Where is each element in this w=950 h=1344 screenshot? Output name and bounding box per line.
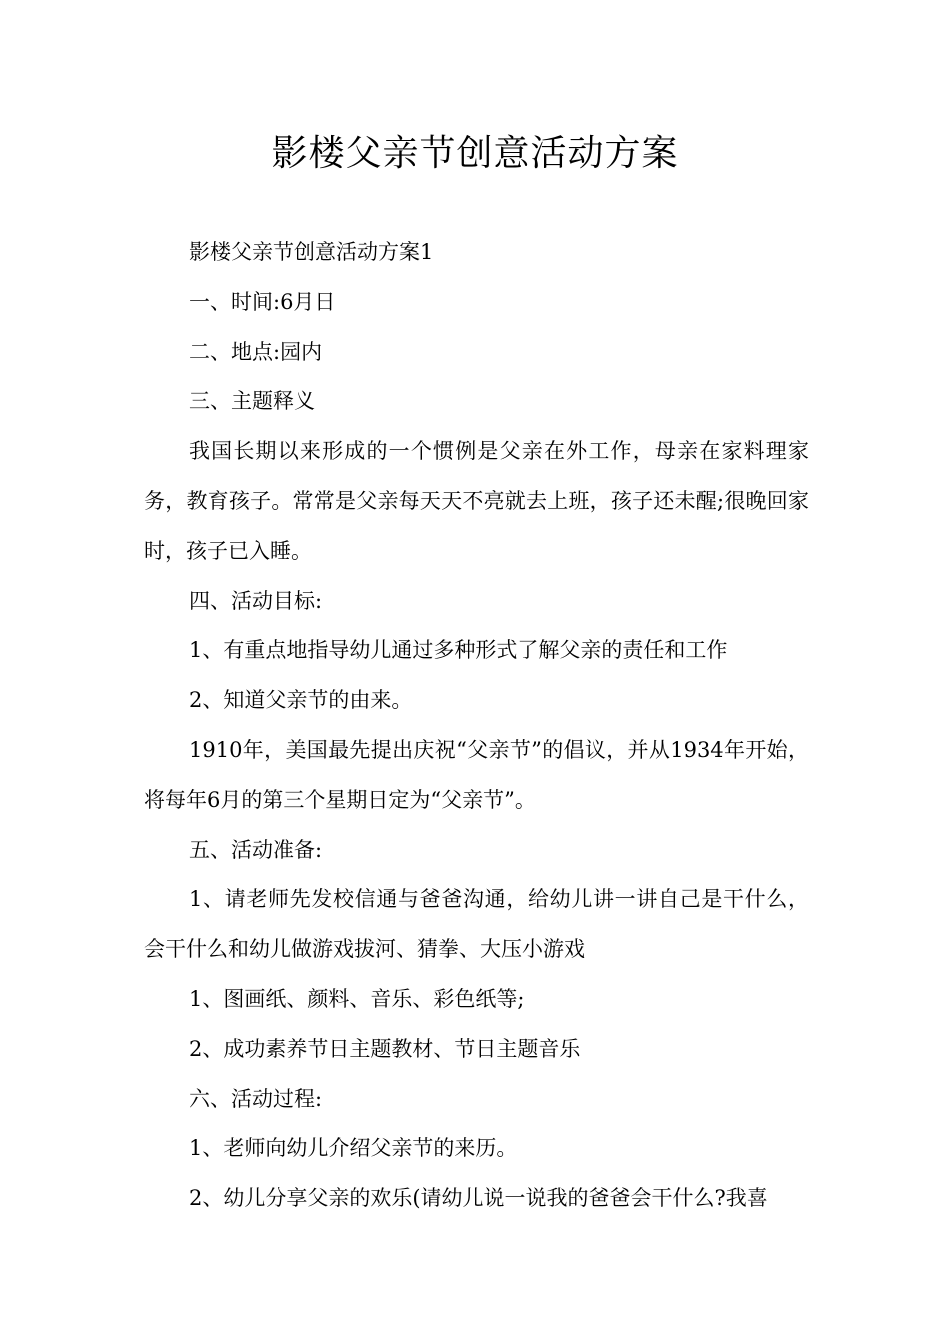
paragraph-theme-heading: 三、主题释义 (189, 389, 315, 414)
paragraph-prep-3: 2、成功素养节日主题教材、节日主题音乐 (189, 1036, 581, 1061)
paragraph-prep-heading: 五、活动准备: (189, 837, 323, 862)
paragraph-location: 二、地点:园内 (189, 339, 323, 364)
paragraph-theme-body: 我国长期以来形成的一个惯例是父亲在外工作，母亲在家料理家务，教育孩子。常常是父亲每天天不亮就去上班，孩子还未醒;很晚回家时，孩子已入睡。 (144, 439, 809, 563)
paragraph-prep-1: 1、请老师先发校信通与爸爸沟通，给幼儿讲一讲自己是干什么，会干什么和幼儿做游戏拔河、猜拳、大压小游戏 (144, 887, 809, 962)
paragraph-time: 一、时间:6月日 (189, 289, 336, 314)
paragraph-process-heading: 六、活动过程: (189, 1086, 323, 1111)
paragraph-process-1: 1、老师向幼儿介绍父亲节的来历。 (189, 1136, 518, 1161)
paragraph-subtitle: 影楼父亲节创意活动方案1 (189, 240, 434, 264)
document-title: 影楼父亲节创意活动方案 (271, 133, 679, 174)
paragraph-history: 1910年，美国最先提出庆祝“父亲节”的倡议，并从1934年开始，将每年6月的第三个星期日定为“父亲节”。 (144, 737, 809, 812)
paragraph-prep-2: 1、图画纸、颜料、音乐、彩色纸等; (189, 986, 525, 1011)
paragraph-process-2: 2、幼儿分享父亲的欢乐(请幼儿说一说我的爸爸会干什么?我喜 (189, 1186, 768, 1211)
document-body (144, 228, 809, 1224)
paragraph-goal-2: 2、知道父亲节的由来。 (189, 688, 413, 713)
paragraph-goals-heading: 四、活动目标: (189, 588, 323, 613)
paragraph-goal-1: 1、有重点地指导幼儿通过多种形式了解父亲的责任和工作 (189, 638, 728, 663)
